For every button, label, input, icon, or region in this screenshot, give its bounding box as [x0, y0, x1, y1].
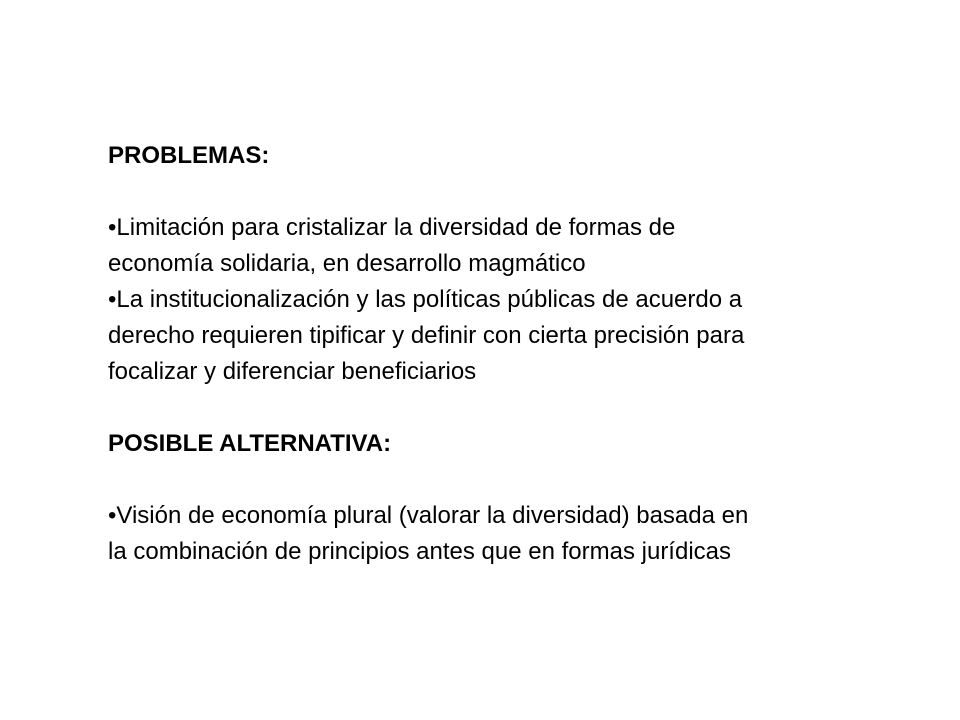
- slide-content: [108, 138, 938, 570]
- bullet-line: •La institucionalización y las políticas públicas de acuerdo a: [108, 286, 743, 313]
- spacer: [108, 462, 938, 498]
- problems-heading: PROBLEMAS:: [108, 142, 270, 169]
- bullet-line: •Visión de economía plural (valorar la diversidad) basada en: [108, 502, 749, 529]
- alternative-bullet-1: [108, 498, 938, 570]
- bullet-line: focalizar y diferenciar beneficiarios: [108, 358, 477, 385]
- alternative-heading: POSIBLE ALTERNATIVA:: [108, 430, 392, 457]
- bullet-line: •Limitación para cristalizar la diversidad de formas de: [108, 214, 676, 241]
- bullet-line: derecho requieren tipificar y definir con cierta precisión para: [108, 322, 745, 349]
- spacer: [108, 390, 938, 426]
- problems-bullet-2: [108, 282, 938, 390]
- bullet-line: economía solidaria, en desarrollo magmático: [108, 250, 586, 277]
- problems-bullet-1: [108, 210, 938, 282]
- spacer: [108, 174, 938, 210]
- bullet-line: la combinación de principios antes que en formas jurídicas: [108, 538, 732, 565]
